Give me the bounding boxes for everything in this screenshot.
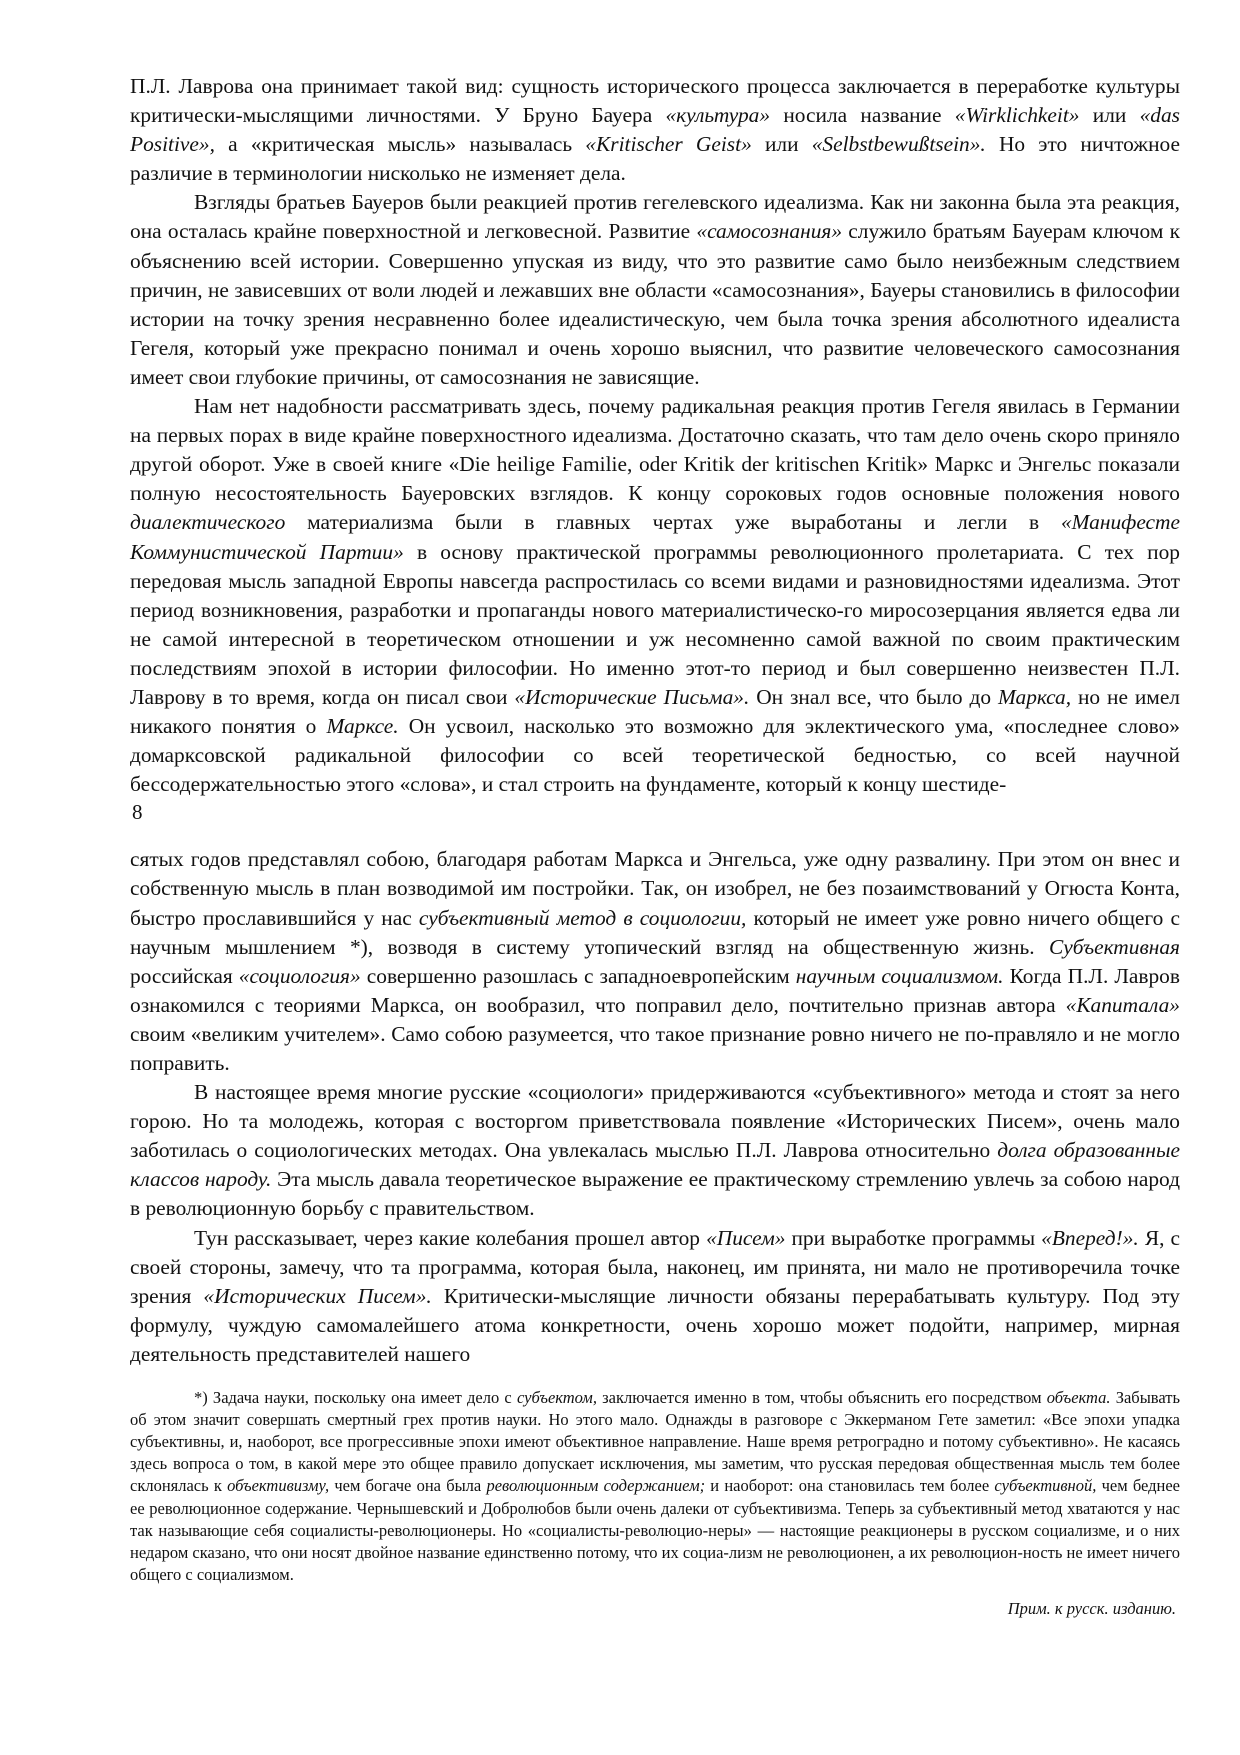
italic-text: «Исторические Письма».: [514, 684, 750, 709]
text-run: Эта мысль давала теоретическое выражение ее практическому стремлению увлечь за собою народ в революционную борьбу с правительством.: [130, 1167, 1180, 1221]
text-run: который не имеет уже ровно ничего общего с научным мышлением *), возводя в систему утопический взгляд на общественную жизнь.: [130, 905, 1180, 959]
italic-text: диалектического: [130, 510, 286, 535]
italic-text: «самосознания»: [696, 219, 843, 244]
paragraph: [130, 392, 1180, 799]
paragraph: [130, 1224, 1180, 1369]
text-run: носила название: [770, 103, 955, 128]
text-block-top: [130, 72, 1180, 799]
italic-text: субъектом,: [516, 1388, 597, 1408]
italic-text: «Капитала»: [1065, 992, 1180, 1017]
text-run: или: [1079, 103, 1140, 128]
text-run: Нам нет надобности рассматривать здесь, почему радикальная реакция против Гегеля явилась в Германии на первых порах в виде крайне поверхностного идеализма. Достаточно сказать, что там дело очень скоро приняло другой оборот. Уже в своей книге «Die heilige Familie, oder Kritik der kritischen Kritik» Маркс и Энгельс показали полную несостоятельность Бауеровских взглядов. К концу сороковых годов основные положения нового: [130, 394, 1180, 506]
text-run: а «критическая мысль» называлась: [214, 132, 586, 157]
italic-text: «das Positive»,: [130, 103, 1181, 157]
text-run: *) Задача науки, поскольку она имеет дело с: [194, 1388, 517, 1408]
text-run: Он знал все, что было до: [749, 684, 998, 709]
italic-text: «культура»: [665, 103, 771, 128]
text-run: при выработке программы: [785, 1225, 1042, 1250]
text-run: П.Л. Лаврова она принимает такой вид: сущность исторического процесса заключается в переработке культуры критически-мыслящими личностями. У Бруно Бауера: [130, 74, 1180, 128]
italic-text: «Kritischer Geist»: [585, 132, 752, 157]
italic-text: «Вперед!».: [1041, 1225, 1139, 1250]
text-run: Тун рассказывает, через какие колебания прошел автор: [194, 1225, 707, 1250]
italic-text: научным социализмом.: [795, 963, 1004, 988]
italic-text: субъективный метод в социологии,: [418, 905, 747, 930]
page-number: 8: [132, 800, 143, 825]
italic-text: Маркса,: [997, 684, 1072, 709]
paragraph: [130, 845, 1180, 1078]
text-run: Я, с своей стороны, замечу, что та программа, которая была, наконец, им принята, ни мало не противоречила точке зрения: [130, 1225, 1180, 1308]
italic-text: субъективной,: [994, 1476, 1097, 1496]
text-run: Но это ничтожное различие в терминологии нисколько не изменяет дела.: [130, 132, 1180, 186]
text-run: чем богаче она была: [329, 1476, 487, 1496]
text-run: Забывать об этом значит совершать смертный грех против науки. Но этого мало. Однажды в разговоре с Эккерманом Гете заметил: «Все эпохи упадка субъективны, и, наоборот, все прогрессивные эпохи имеют объективное направление. Наше время ретроградно и потому субъективно». Не касаясь здесь вопроса о том, в какой мере это общее правило допускает исключения, мы заметим, что русская передовая общественная мысль тем более склонялась к: [130, 1388, 1180, 1496]
text-run: российская: [130, 963, 239, 988]
text-run: сятых годов представлял собою, благодаря работам Маркса и Энгельса, уже одну развалину. При этом он внес и собственную мысль в план возводимой им постройки. Так, он изобрел, не без позаимствований у Огюста Конта, быстро прославившийся у нас: [130, 847, 1180, 930]
text-block-bottom: [130, 845, 1180, 1369]
italic-text: революционным содержанием;: [486, 1476, 706, 1496]
document-page: [130, 72, 1180, 1620]
italic-text: «Selbstbewußtsein».: [811, 132, 986, 157]
text-run: служило братьям Бауерам ключом к объяснению всей истории. Совершенно упуская из виду, что это развитие само было неизбежным следствием причин, не зависевших от воли людей и лежавших вне области «самосознания», Бауеры становились в философии истории на точку зрения несравненно более идеалистическую, чем была точка зрения абсолютного идеалиста Гегеля, который уже прекрасно понимал и очень хорошо выяснил, что развитие человеческого самосознания имеет свои глубокие причины, от самосознания не зависящие.: [130, 219, 1180, 389]
italic-text: «Wirklichkeit»: [954, 103, 1080, 128]
text-run: Когда П.Л. Лавров ознакомился с теориями Маркса, он вообразил, что поправил дело, почтительно признав автора: [130, 963, 1180, 1017]
italic-text: объекта.: [1046, 1388, 1111, 1408]
italic-text: долга образованные классов народу.: [130, 1138, 1180, 1192]
text-run: в основу практической программы революционного пролетариата. С тех пор передовая мысль западной Европы навсегда распростилась со всеми видами и разновидностями идеализма. Этот период возникновения, разработки и пропаганды нового материалистическо-го миросозерцания является едва ли не самой интересной в теоретическом отношении и уж несомненно самой важной по своим практическим последствиям эпохой в истории философии. Но именно этот-то период и был совершенно неизвестен П.Л. Лаврову в то время, когда он писал свои: [130, 539, 1180, 709]
footnote: [130, 1387, 1180, 1586]
text-run: совершенно разошлась с западноевропейским: [360, 963, 796, 988]
paragraph: [130, 188, 1180, 392]
italic-text: Субъективная: [1049, 934, 1180, 959]
text-run: но не имел никакого понятия о: [130, 684, 1180, 739]
footnote-signature-text: Прим. к русск. изданию.: [1007, 1598, 1176, 1618]
paragraph: [130, 1078, 1180, 1223]
italic-text: «Исторических Писем».: [203, 1283, 432, 1308]
text-run: заключается именно в том, чтобы объяснить его посредством: [596, 1388, 1047, 1408]
text-run: и наоборот: она становилась тем более: [705, 1476, 995, 1496]
text-run: В настоящее время многие русские «социологи» придерживаются «субъективного» метода и стоят за него горою. Но та молодежь, которая с восторгом приветствовала появление «Исторических Писем», очень мало заботилась о социологических методах. Она увлекалась мыслью П.Л. Лаврова относительно: [130, 1080, 1180, 1163]
paragraph: [130, 72, 1180, 188]
text-run: Критически-мыслящие личности обязаны перерабатывать культуру. Под эту формулу, чуждую самомалейшего атома конкретности, очень хорошо может подойти, например, мирная деятельность представителей нашего: [130, 1283, 1180, 1366]
text-run: материализма были в главных чертах уже выработаны и легли в: [285, 510, 1061, 535]
italic-text: объективизму,: [227, 1476, 330, 1496]
italic-text: «социология»: [238, 963, 361, 988]
text-run: Взгляды братьев Бауеров были реакцией против гегелевского идеализма. Как ни законна была эта реакция, она осталась крайне поверхностной и легковесной. Развитие: [130, 190, 1180, 244]
text-run: своим «великим учителем». Само собою разумеется, что такое признание ровно ничего не по-правляло и не могло поправить.: [130, 1021, 1180, 1075]
text-run: чем беднее ее революционное содержание. Чернышевский и Добролюбов были очень далеки от субъективизма. Теперь за субъективный метод хватаются у нас так называющие себя социалисты-революционеры. Но «социалисты-революцио-неры» — настоящие реакционеры в русском социализме, и о них недаром сказано, что они носят двойное название единственно потому, что их социа-лизм не революционен, а их революцион-ность не имеет ничего общего с социализмом.: [130, 1476, 1181, 1584]
italic-text: «Писем»: [706, 1225, 786, 1250]
italic-text: Марксе.: [326, 714, 399, 739]
text-run: Он усвоил, насколько это возможно для эклектического ума, «последнее слово» домарксовской радикальной философии со всей теоретической бедностью, со всей научной бессодержательностью этого «слова», и стал строить на фундаменте, который к концу шестиде-: [130, 714, 1180, 797]
italic-text: «Манифесте Коммунистической Партии»: [130, 510, 1180, 564]
footnote-signature: [130, 1598, 1180, 1620]
text-run: или: [751, 132, 812, 157]
